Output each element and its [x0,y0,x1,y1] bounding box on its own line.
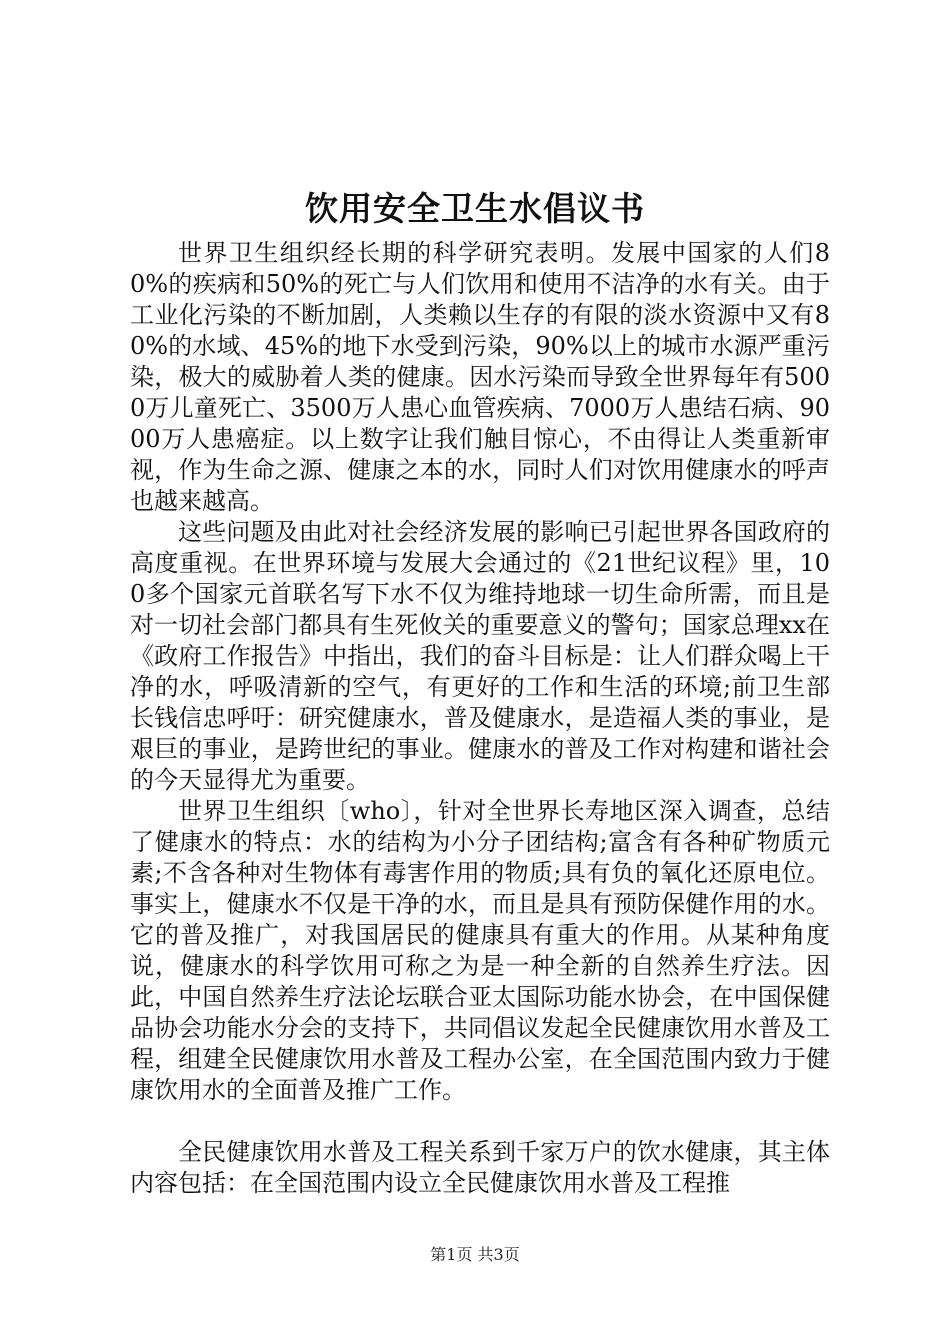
paragraph-4: 全民健康饮用水普及工程关系到千家万户的饮水健康，其主体内容包括：在全国范围内设立全民健康饮用水普及工程推 [130,1138,830,1197]
paragraph-3: 世界卫生组织〔who〕，针对全世界长寿地区深入调查，总结了健康水的特点：水的结构为小分子团结构;富含有各种矿物质元素;不含各种对生物体有毒害作用的物质;具有负的氧化还原电位。事实上，健康水不仅是干净的水，而且是具有预防保健作用的水。它的普及推广，对我国居民的健康具有重大的作用。从某种角度说，健康水的科学饮用可称之为是一种全新的自然养生疗法。因此，中国自然养生疗法论坛联合亚太国际功能水协会，在中国保健品协会功能水分会的支持下，共同倡议发起全民健康饮用水普及工程，组建全民健康饮用水普及工程办公室，在全国范围内致力于健康饮用水的全面普及推广工作。 [130,797,830,1104]
paragraph-2: 这些问题及由此对社会经济发展的影响已引起世界各国政府的高度重视。在世界环境与发展大会通过的《21世纪议程》里，100多个国家元首联名写下水不仅为维持地球一切生命所需，而且是对一切社会部门都具有生死攸关的重要意义的警句；国家总理xx在《政府工作报告》中指出，我们的奋斗目标是：让人们群众喝上干净的水，呼吸清新的空气，有更好的工作和生活的环境;前卫生部长钱信忠呼吁：研究健康水，普及健康水，是造福人类的事业，是艰巨的事业，是跨世纪的事业。健康水的普及工作对构建和谐社会的今天显得尤为重要。 [130,518,830,794]
paragraph-1: 世界卫生组织经长期的科学研究表明。发展中国家的人们80%的疾病和50%的死亡与人们饮用和使用不洁净的水有关。由于工业化污染的不断加剧，人类赖以生存的有限的淡水资源中又有80%的水域、45%的地下水受到污染，90%以上的城市水源严重污染，极大的威胁着人类的健康。因水污染而导致全世界每年有5000万儿童死亡、3500万人患心血管疾病、7000万人患结石病、9000万人患癌症。以上数字让我们触目惊心，不由得让人类重新审视，作为生命之源、健康之本的水，同时人们对饮用健康水的呼声也越来越高。 [130,239,830,515]
document-title: 饮用安全卫生水倡议书 [305,189,645,228]
page-footer: 第1页 共3页 [430,1245,520,1264]
document-body [130,238,830,1199]
